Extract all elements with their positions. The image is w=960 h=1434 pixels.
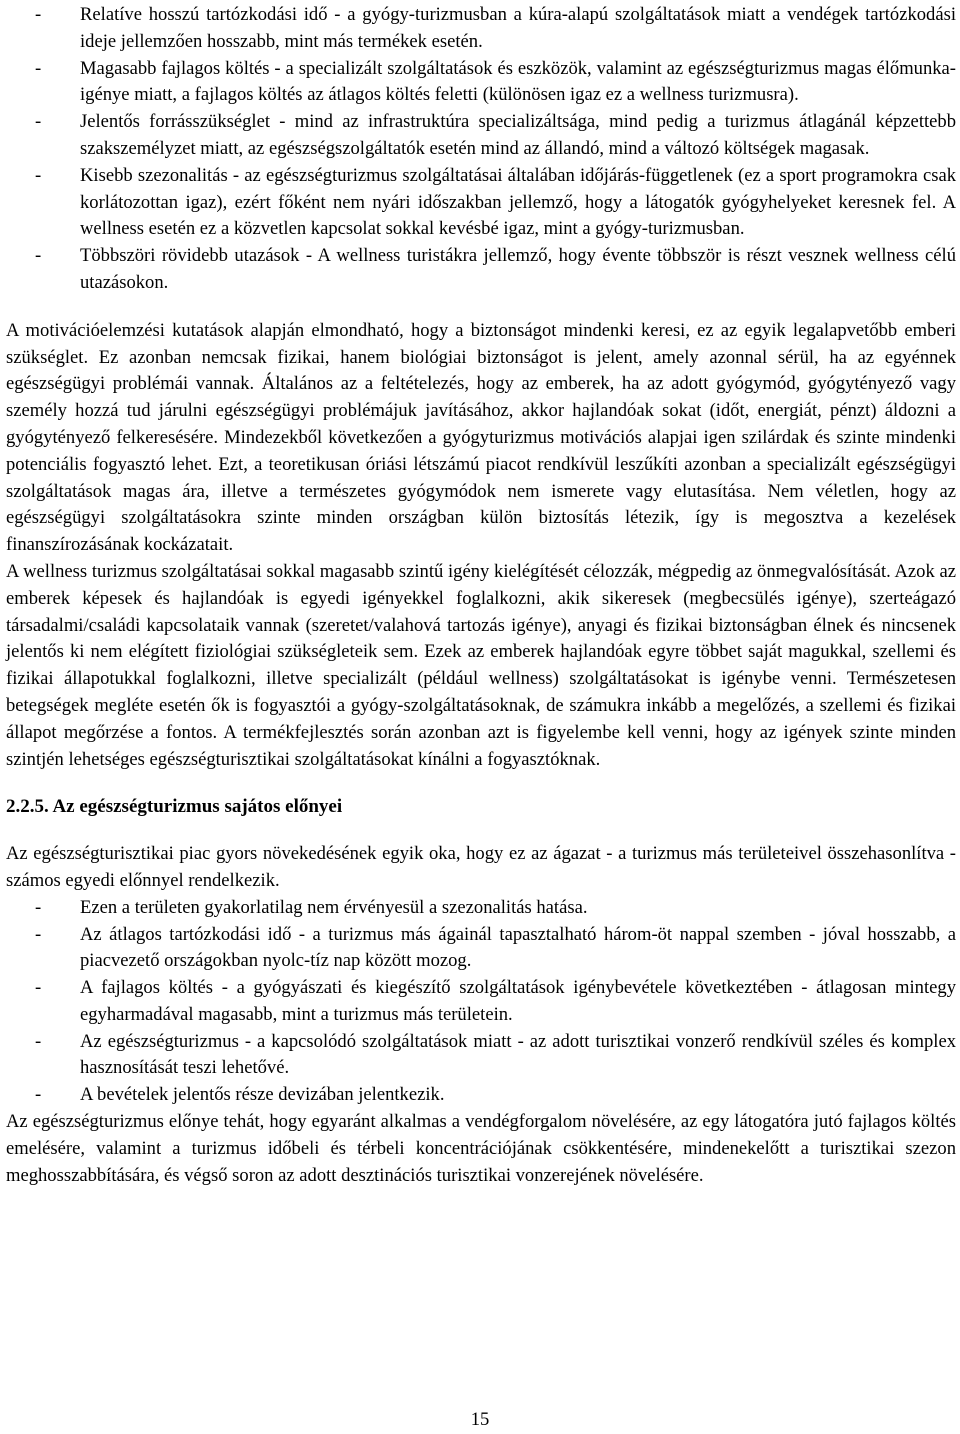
dash-marker: -	[35, 57, 42, 79]
section-heading	[6, 794, 956, 821]
dash-marker: -	[35, 977, 42, 999]
page-number: 15	[470, 1409, 490, 1430]
list-item-text: Ezen a területen gyakorlatilag nem érvényesül a szezonalitás hatása.	[80, 896, 588, 918]
list-item	[6, 109, 956, 163]
list-item-text: A fajlagos költés - a gyógyászati és kiegészítő szolgáltatások igénybevétele következtében - átlagosan mintegy egyharmadával magasabb, mint a turizmus más területein.	[80, 977, 956, 1025]
dash-marker: -	[35, 164, 42, 186]
dash-marker: -	[35, 923, 42, 945]
paragraph-motivation: A motivációelemzési kutatások alapján elmondható, hogy a biztonságot mindenki keresi, ez az egyik legalapvetőbb emberi szükséglet. Ez azonban nemcsak fizikai, hanem biológiai biztonságot is jelent, amely azonnal sérül, ha az egyénnek egészségügyi problémái vannak. Általános az a feltételezés, hogy az emberek, ha az adott gyógymód, gyógytényező vagy személy hozzá tud járulni egészségügyi problémájuk javításához, akkor hajlandóak sokat (időt, energiát, pénzt) áldozni a gyógytényező felkeresésére. Mindezekből következően a gyógyturizmus motivációs alapjai igen szilárdak és szinte mindenki potenciális fogyasztó lehet. Ezt, a teoretikusan óriási létszámú piacot rendkívül leszűkíti azonban a specializált egészségügyi szolgáltatások magas ára, illetve a természetes gyógymódok nem ismerete vagy elutasítása. Nem véletlen, hogy az egészségügyi szolgáltatásokra szinte minden országban külön biztosítás létezik, így is megosztva a kezelések finanszírozásának kockázatait.	[6, 319, 956, 556]
list-item	[6, 975, 956, 1029]
list-item-text: Magasabb fajlagos költés - a specializált szolgáltatások és eszközök, valamint az egészségturizmus magas élőmunka-igénye miatt, a fajlagos költés az átlagos költés feletti (különösen igaz ez a wellness turizmusra).	[80, 57, 956, 106]
dash-marker: -	[35, 111, 42, 133]
section-number: 2.2.5.	[6, 796, 49, 818]
list-item	[6, 1082, 956, 1109]
list-item	[6, 1029, 956, 1083]
list-item-text: Többszöri rövidebb utazások - A wellness turistákra jellemző, hogy évente többször is részt vesznek wellness célú utazásokon.	[80, 245, 956, 293]
paragraph-intro: Az egészségturisztikai piac gyors növekedésének egyik oka, hogy ez az ágazat - a turizmus más területeivel összehasonlítva - számos egyedi előnnyel rendelkezik.	[6, 843, 956, 891]
list-item	[6, 895, 956, 922]
paragraph-wellness: A wellness turizmus szolgáltatásai sokkal magasabb szintű igény kielégítését célozzák, mégpedig az önmegvalósítását. Azok az emberek képesek és hajlandóak is egyedi igényekkel foglalkozni, akik sikeresek (megbecsülés igénye), szerteágazó társadalmi/családi kapcsolataik vannak (szeretet/valahová tartozás igénye), anyagi és fizikai biztonságban élnek és nincsenek jelentős ki nem elégített fiziológiai szükségleteik sem. Ezek az emberek hajlandóak egyre többet saját magukkal, szellemi és fizikai állapotukkal foglalkozni, illetve specializált (például wellness) szolgáltatásokat is igénybe venni. Természetesen betegségek megléte esetén ők is fogyasztói a gyógy-szolgáltatásoknak, de számukra inkább a megelőzés, a szellemi és fizikai állapot megőrzése a fontos. A termékfejlesztés során azonban azt is figyelembe kell venni, hogy az igények szinte minden szintjén lehetséges egészségturisztikai szolgáltatásokat kínálni a fogyasztóknak.	[6, 560, 956, 770]
dash-marker: -	[35, 896, 42, 918]
dash-marker: -	[35, 1084, 42, 1106]
list-item	[6, 922, 956, 976]
list-item-text: Kisebb szezonalitás - az egészségturizmus szolgáltatásai általában időjárás-függetlenek (ez a sport programokra csak korlátozottan igaz), ezért főként nem nyári időszakban jellemző, hogy a látogatók gyógyhelyeket keresnek fel. A wellness esetén ez a közvetlen kapcsolat sokkal kevésbé igaz, mint a gyógy-turizmusban.	[80, 164, 956, 240]
dash-marker: -	[35, 4, 42, 25]
dash-marker: -	[35, 1030, 42, 1052]
list-item	[6, 56, 956, 110]
list-item-text: Az átlagos tartózkodási idő - a turizmus más ágainál tapasztalható három-öt nappal szemben - jóval hosszabb, a piacvezető országokban nyolc-tíz nap között mozog.	[80, 923, 956, 972]
section-title: Az egészségturizmus sajátos előnyei	[52, 796, 343, 818]
list-item-text: Jelentős forrásszükséglet - mind az infrastruktúra specializáltsága, mind pedig a turizmus átlagánál képzettebb szakszemélyzet miatt, az egészségszolgáltatók esetén mind az állandó, mind a változó költségek magasak.	[80, 111, 956, 159]
list-item	[6, 163, 956, 243]
list-item	[6, 2, 956, 56]
document-page	[6, 2, 956, 1189]
bullet-list-characteristics	[6, 2, 956, 297]
list-item-text: Relatíve hosszú tartózkodási idő - a gyógy-turizmusban a kúra-alapú szolgáltatások miatt a vendégek tartózkodási ideje jellemzően hosszabb, mint más termékek esetén.	[80, 4, 956, 52]
paragraph-conclusion: Az egészségturizmus előnye tehát, hogy egyaránt alkalmas a vendégforgalom növelésére, az egy látogatóra jutó fajlagos költés emelésére, valamint a turizmus időbeli és térbeli koncentrációjának csökkentésére, mindenekelőtt a turisztikai szezon meghosszabbítására, és végső soron az adott desztinációs turisztikai vonzerejének növelésére.	[6, 1111, 956, 1186]
list-item-text: Az egészségturizmus - a kapcsolódó szolgáltatások miatt - az adott turisztikai vonzerő rendkívül széles és komplex hasznosítását teszi lehetővé.	[80, 1030, 956, 1079]
bullet-list-advantages	[6, 895, 956, 1109]
list-item-text: A bevételek jelentős része devizában jelentkezik.	[80, 1084, 445, 1106]
dash-marker: -	[35, 245, 42, 267]
list-item	[6, 243, 956, 297]
